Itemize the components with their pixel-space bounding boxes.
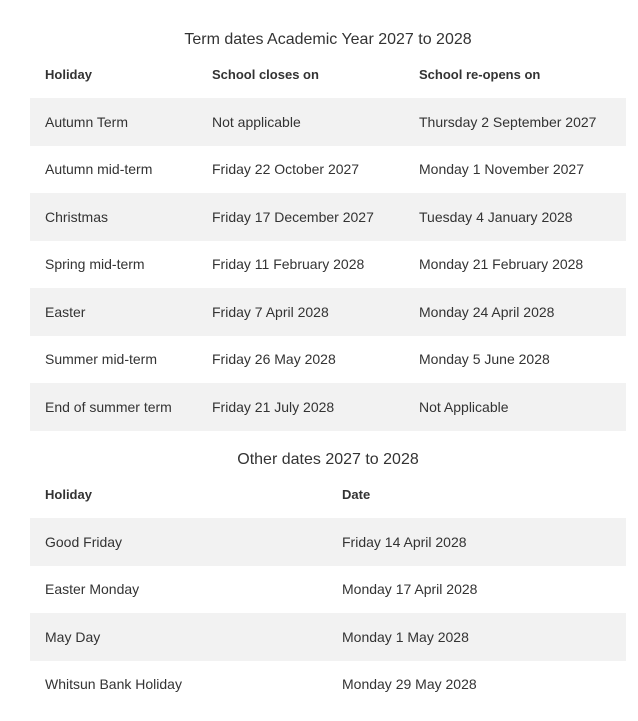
table-row xyxy=(30,566,626,614)
reopens-on-cell: Monday 5 June 2028 xyxy=(404,336,626,384)
holiday-cell: Easter xyxy=(30,288,197,336)
column-header-school-reopens-on: School re-opens on xyxy=(404,50,626,98)
table-row xyxy=(30,288,626,336)
reopens-on-cell: Monday 1 November 2027 xyxy=(404,146,626,194)
date-cell: Monday 1 May 2028 xyxy=(327,613,626,661)
holiday-cell: Spring mid-term xyxy=(30,241,197,289)
holiday-cell: Good Friday xyxy=(30,518,327,566)
reopens-on-cell: Not Applicable xyxy=(404,383,626,431)
table-row xyxy=(30,383,626,431)
table-row xyxy=(30,336,626,384)
closes-on-cell: Friday 26 May 2028 xyxy=(197,336,404,384)
closes-on-cell: Friday 22 October 2027 xyxy=(197,146,404,194)
column-header-date: Date xyxy=(327,470,626,518)
column-header-school-closes-on: School closes on xyxy=(197,50,404,98)
table-row xyxy=(30,98,626,146)
other-dates-caption: Other dates 2027 to 2028 xyxy=(237,451,419,468)
closes-on-cell: Friday 11 February 2028 xyxy=(197,241,404,289)
table-row xyxy=(30,241,626,289)
term-dates-table xyxy=(30,50,626,431)
reopens-on-cell: Monday 24 April 2028 xyxy=(404,288,626,336)
holiday-cell: Summer mid-term xyxy=(30,336,197,384)
reopens-on-cell: Thursday 2 September 2027 xyxy=(404,98,626,146)
date-cell: Monday 29 May 2028 xyxy=(327,661,626,709)
holiday-cell: May Day xyxy=(30,613,327,661)
other-dates-table xyxy=(30,470,626,708)
closes-on-cell: Friday 7 April 2028 xyxy=(197,288,404,336)
date-cell: Monday 17 April 2028 xyxy=(327,566,626,614)
holiday-cell: End of summer term xyxy=(30,383,197,431)
holiday-cell: Autumn Term xyxy=(30,98,197,146)
date-cell: Friday 14 April 2028 xyxy=(327,518,626,566)
table-row xyxy=(30,613,626,661)
closes-on-cell: Friday 17 December 2027 xyxy=(197,193,404,241)
table-row xyxy=(30,193,626,241)
table-row xyxy=(30,146,626,194)
term-dates-caption: Term dates Academic Year 2027 to 2028 xyxy=(184,31,472,48)
table-header-row xyxy=(30,50,626,98)
table-header-row xyxy=(30,470,626,518)
closes-on-cell: Friday 21 July 2028 xyxy=(197,383,404,431)
reopens-on-cell: Tuesday 4 January 2028 xyxy=(404,193,626,241)
holiday-cell: Autumn mid-term xyxy=(30,146,197,194)
column-header-holiday: Holiday xyxy=(30,50,197,98)
table-row xyxy=(30,661,626,709)
holiday-cell: Easter Monday xyxy=(30,566,327,614)
holiday-cell: Christmas xyxy=(30,193,197,241)
holiday-cell: Whitsun Bank Holiday xyxy=(30,661,327,709)
closes-on-cell: Not applicable xyxy=(197,98,404,146)
table-row xyxy=(30,518,626,566)
column-header-holiday: Holiday xyxy=(30,470,327,518)
reopens-on-cell: Monday 21 February 2028 xyxy=(404,241,626,289)
